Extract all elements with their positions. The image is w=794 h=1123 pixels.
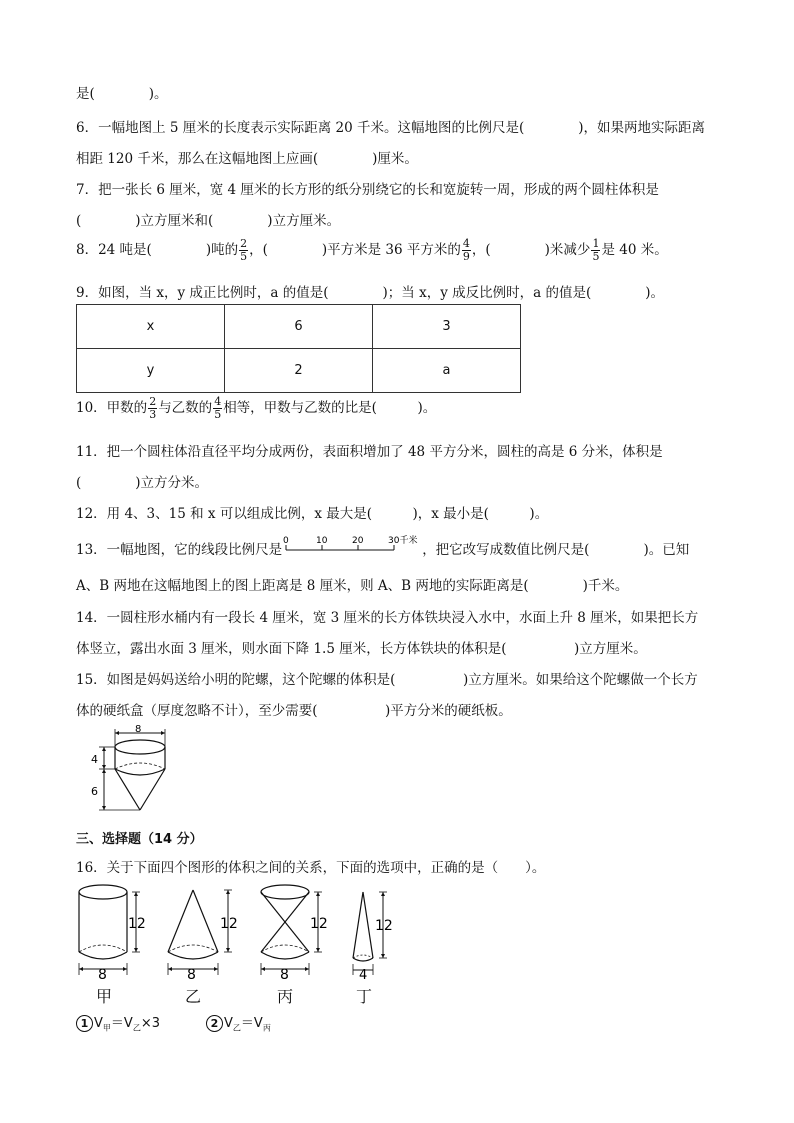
- q10-text-c: 相等，甲数与乙数的比是( )。: [223, 400, 437, 416]
- shape-label-jia: 甲: [96, 987, 113, 1006]
- top-width-label: 8: [135, 725, 142, 735]
- shape-double-cone: [261, 885, 328, 982]
- section-3-heading: 三、选择题（14 分）: [76, 832, 203, 847]
- q8-text-c: ，( )米减少: [471, 242, 591, 258]
- double-cone-diameter-label: 8: [280, 967, 289, 982]
- cone-height-label: 12: [220, 916, 238, 932]
- shape-cone: [168, 890, 238, 982]
- q10-text-b: 与乙数的: [158, 400, 213, 416]
- q13-text-b: ，把它改写成数值比例尺是( )。已知: [422, 542, 690, 558]
- cylinder-diameter-label: 8: [98, 967, 107, 982]
- table-row: [77, 349, 521, 393]
- question-11-line-2: ( )立方分米。: [76, 475, 209, 491]
- question-8: [76, 238, 668, 263]
- narrow-cone-height-label: 12: [375, 918, 393, 934]
- question-13-line-2: A、B 两地在这幅地图上的图上距离是 8 厘米，则 A、B 两地的实际距离是( )千米。: [76, 578, 629, 594]
- option-2-number: 2: [206, 1015, 223, 1032]
- question-16: 16．关于下面四个图形的体积之间的关系，下面的选项中，正确的是（ ）。: [76, 860, 546, 876]
- narrow-cone-diameter-label: 4: [359, 968, 368, 982]
- q10-fraction-2: $\frac{4}{5}$: [214, 395, 222, 421]
- top-cylinder-height-label: 4: [91, 753, 98, 766]
- q10-text-a: 10．甲数的: [76, 400, 148, 416]
- table-cell: x: [77, 305, 225, 349]
- q8-text-b: ，( )平方米是 36 平方米的: [249, 242, 461, 258]
- question-7-line-2: ( )立方厘米和( )立方厘米。: [76, 213, 341, 229]
- cylinder-height-label: 12: [128, 916, 146, 932]
- question-15-line-1: 15．如图是妈妈送给小明的陀螺，这个陀螺的体积是( )立方厘米。如果给这个陀螺做一个长方: [76, 672, 698, 688]
- question-9: 9．如图，当 x，y 成正比例时，a 的值是( )；当 x，y 成反比例时，a 的值是( )。: [76, 285, 664, 301]
- segment-scale-graphic: [282, 534, 422, 558]
- question-15-line-2: 体的硬纸盒（厚度忽略不计），至少需要( )平方分米的硬纸板。: [76, 703, 512, 719]
- q8-text-a: 8．24 吨是( )吨的: [76, 242, 239, 258]
- table-cell: 6: [225, 305, 373, 349]
- question-6-line-1: 6．一幅地图上 5 厘米的长度表示实际距离 20 千米。这幅地图的比例尺是( )，如果两地实际距离: [76, 120, 706, 136]
- shape-label-yi: 乙: [185, 987, 202, 1006]
- question-12: 12．用 4、3、15 和 x 可以组成比例，x 最大是( )，x 最小是( )。: [76, 506, 549, 522]
- scale-tick-label: 30千米: [388, 535, 418, 546]
- question-5-continuation: 是( )。: [76, 86, 168, 102]
- opt2-sub2: 丙: [262, 1023, 271, 1033]
- question-7-line-1: 7．把一张长 6 厘米，宽 4 厘米的长方形的纸分别绕它的长和宽旋转一周，形成的两个圆柱体积是: [76, 182, 659, 198]
- opt1-sub1: 甲: [102, 1023, 111, 1033]
- table-cell: 2: [225, 349, 373, 393]
- opt2-sub1: 乙: [232, 1023, 241, 1033]
- question-9-table: [76, 304, 521, 393]
- scale-tick-label: 10: [316, 535, 328, 546]
- q8-text-d: 是 40 米。: [601, 242, 668, 258]
- opt1-sub2: 乙: [132, 1023, 141, 1033]
- option-1-number: 1: [76, 1015, 93, 1032]
- question-14-line-2: 体竖立，露出水面 3 厘米，则水面下降 1.5 厘米，长方体铁块的体积是( )立方厘米。: [76, 641, 647, 657]
- double-cone-height-label: 12: [310, 916, 328, 932]
- question-14-line-1: 14．一圆柱形水桶内有一段长 4 厘米，宽 3 厘米的长方体铁块浸入水中，水面上升 8 厘米，如果把长方: [76, 610, 699, 626]
- opt1-eq: ＝V: [110, 1016, 133, 1031]
- question-10: [76, 396, 436, 421]
- shape-label-ding: 丁: [356, 987, 373, 1006]
- q16-shapes-figure: [70, 880, 410, 982]
- q13-text-a: 13．一幅地图，它的线段比例尺是: [76, 542, 283, 558]
- option-1[interactable]: [76, 1012, 160, 1034]
- q8-fraction-2: $\frac{4}{9}$: [462, 237, 470, 263]
- scale-tick-label: 20: [352, 535, 364, 546]
- shape-label-bing: 丙: [277, 987, 294, 1006]
- opt1-v: V: [94, 1016, 103, 1031]
- segment-scale: [282, 535, 422, 562]
- cone-diameter-label: 8: [187, 967, 196, 982]
- opt2-eq: ＝V: [240, 1016, 263, 1031]
- q10-fraction-1: $\frac{2}{3}$: [149, 395, 157, 421]
- opt1-tail: ×3: [140, 1016, 160, 1031]
- question-6-line-2: 相距 120 千米，那么在这幅地图上应画( )厘米。: [76, 151, 418, 167]
- top-cone-height-label: 6: [91, 785, 98, 798]
- spinning-top-figure: [82, 725, 182, 820]
- opt2-v: V: [224, 1016, 233, 1031]
- table-row: [77, 305, 521, 349]
- option-2[interactable]: [206, 1012, 271, 1034]
- shape-cylinder: [79, 885, 146, 982]
- scale-tick-label: 0: [283, 535, 289, 546]
- table-cell: y: [77, 349, 225, 393]
- q8-fraction-1: $\frac{2}{5}$: [240, 237, 248, 263]
- question-13-line-1: [76, 535, 690, 562]
- shape-narrow-cone: [353, 892, 393, 982]
- table-cell: 3: [373, 305, 521, 349]
- question-11-line-1: 11．把一个圆柱体沿直径平均分成两份，表面积增加了 48 平方分米，圆柱的高是 6 分米，体积是: [76, 444, 663, 460]
- q8-fraction-3: $\frac{1}{5}$: [592, 237, 600, 263]
- table-cell: a: [373, 349, 521, 393]
